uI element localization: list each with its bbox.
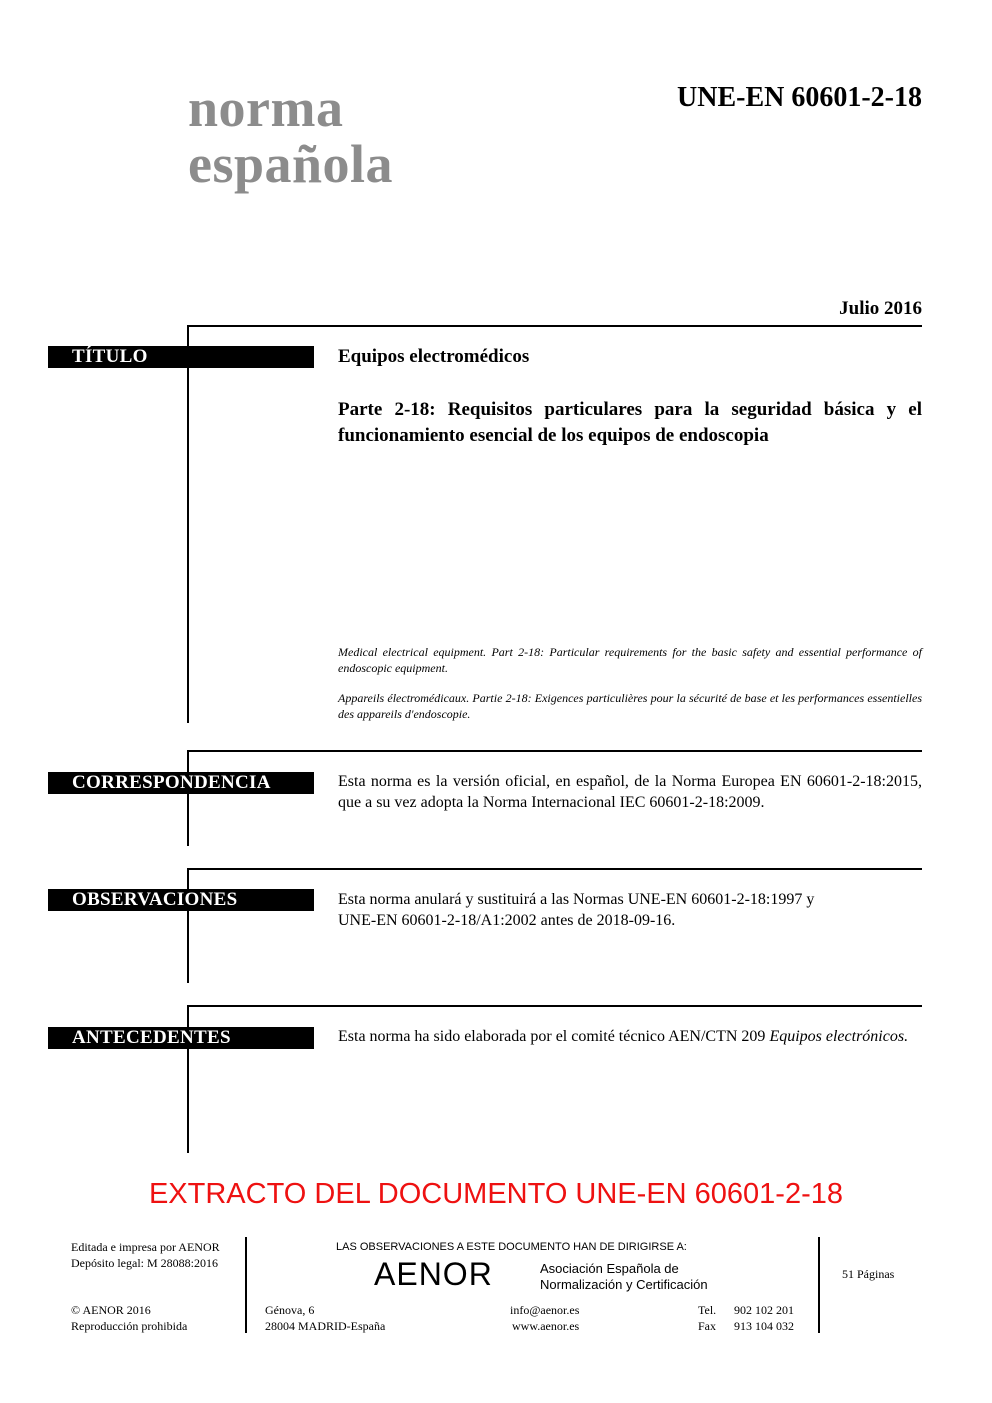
observaciones-line-2: UNE-EN 60601-2-18/A1:2002 antes de 2018-09-16. <box>338 912 676 929</box>
address-street: Génova, 6 <box>265 1303 315 1317</box>
observaciones-line-1: Esta norma anulará y sustituirá a las Normas UNE-EN 60601-2-18:1997 y <box>338 891 815 908</box>
divider-correspondencia <box>188 750 922 752</box>
footer-phone <box>698 1302 794 1334</box>
section-label-antecedentes: ANTECEDENTES <box>48 1027 314 1049</box>
vertical-rule-correspondencia <box>187 750 189 846</box>
vertical-rule-titulo <box>187 325 189 723</box>
document-title: Equipos electromédicos <box>338 346 530 367</box>
brand-title <box>188 80 393 192</box>
footer-copyright: © AENOR 2016 <box>71 1303 151 1317</box>
antecedentes-plain: Esta norma ha sido elaborada por el comité técnico AEN/CTN 209 <box>338 1028 770 1045</box>
contact-web[interactable]: www.aenor.es <box>512 1319 580 1333</box>
correspondencia-text: Esta norma es la versión oficial, en español, de la Norma Europea EN 60601-2-18:2015, que a su vez adopta la Norma Internacional IEC 60601-2-18:2009. <box>338 773 922 811</box>
divider-antecedentes <box>188 1005 922 1007</box>
extract-banner: EXTRACTO DEL DOCUMENTO UNE-EN 60601-2-18 <box>148 1178 844 1210</box>
antecedentes-committee: Equipos electrónicos. <box>769 1028 909 1045</box>
divider-titulo <box>188 325 922 327</box>
brand-line-1: norma <box>188 78 344 138</box>
standard-code: UNE-EN 60601-2-18 <box>677 82 922 113</box>
section-label-observaciones: OBSERVACIONES <box>48 889 314 911</box>
footer-edition <box>71 1239 220 1271</box>
fax-number: 913 104 032 <box>734 1319 794 1333</box>
brand-line-2: española <box>188 134 394 194</box>
english-title: Medical electrical equipment. Part 2-18: Particular requirements for the basic safety and essential performance of endoscopic equipment. <box>338 645 922 675</box>
antecedentes-text <box>338 1026 922 1047</box>
tel-number: 902 102 201 <box>734 1303 794 1317</box>
publication-date: Julio 2016 <box>839 298 922 319</box>
footer-address <box>265 1302 385 1334</box>
divider-observaciones <box>188 868 922 870</box>
footer-divider-left <box>245 1237 247 1333</box>
org-line-1: Asociación Española de <box>540 1261 679 1276</box>
document-subtitle: Parte 2-18: Requisitos particulares para la seguridad básica y el funcionamiento esencial de los equipos de endoscopia <box>338 399 922 446</box>
footer-reproduction: Reproducción prohibida <box>71 1319 188 1333</box>
aenor-organization <box>540 1261 708 1293</box>
french-title: Appareils électromédicaux. Partie 2-18: Exigences particulières pour la sécurité de base et les performances essentielles des appareils d'endoscopie. <box>338 691 922 721</box>
footer-observations-heading: LAS OBSERVACIONES A ESTE DOCUMENTO HAN DE DIRIGIRSE A: <box>336 1241 687 1253</box>
page-count: 51 Páginas <box>842 1267 895 1281</box>
fax-label: Fax <box>698 1319 716 1333</box>
org-line-2: Normalización y Certificación <box>540 1277 708 1292</box>
section-label-correspondencia: CORRESPONDENCIA <box>48 772 314 794</box>
tel-label: Tel. <box>698 1303 717 1317</box>
aenor-logo: AENOR <box>374 1256 493 1292</box>
address-city: 28004 MADRID-España <box>265 1319 386 1333</box>
observaciones-text <box>338 889 922 931</box>
footer-divider-right <box>818 1237 820 1333</box>
footer-deposit: Depósito legal: M 28088:2016 <box>71 1256 218 1270</box>
footer-rights <box>71 1302 187 1334</box>
contact-email[interactable]: info@aenor.es <box>510 1303 580 1317</box>
footer-contact <box>510 1302 579 1334</box>
vertical-rule-observaciones <box>187 868 189 983</box>
footer-edited: Editada e impresa por AENOR <box>71 1240 220 1254</box>
section-label-titulo: TÍTULO <box>48 346 314 368</box>
